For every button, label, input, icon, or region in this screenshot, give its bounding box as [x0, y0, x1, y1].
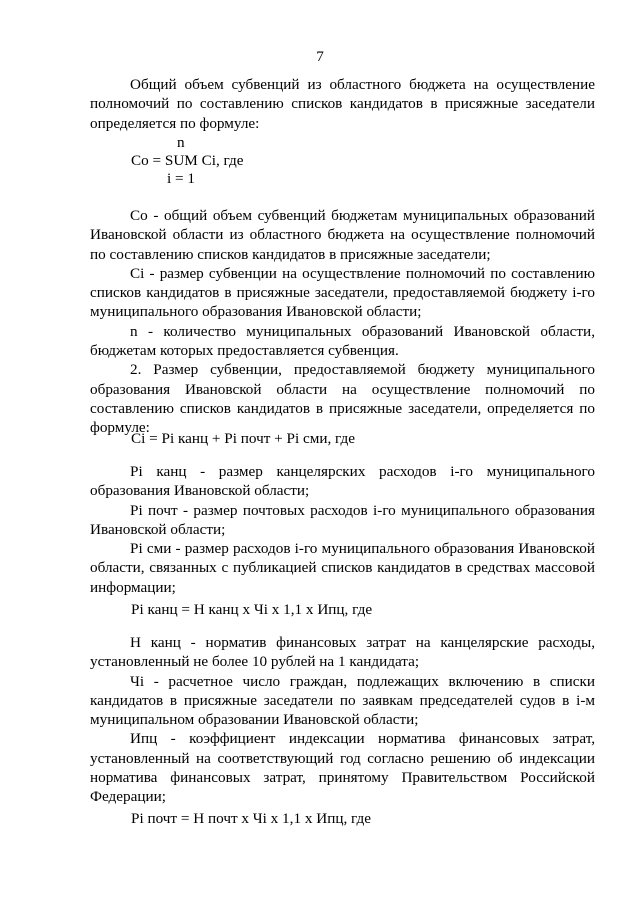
section-2-paragraph: 2. Размер субвенции, предоставляемой бюджету муниципального образования Ивановской области на осуществление полномочий по составлению списков кандидатов в присяжные заседатели, определяется по формуле:	[90, 361, 595, 437]
definitions-group-3	[90, 633, 595, 807]
formula-pi-kants: Pi канц = Н канц х Чi х 1,1 х Ипц, где	[131, 601, 373, 618]
intro-paragraph	[90, 75, 595, 133]
definitions-group-2	[90, 462, 595, 597]
definition-ipc: Ипц - коэффициент индексации норматива финансовых затрат, установленный на соответствующий год согласно решению об индексации норматива финансовых затрат, принятому Правительством Российской Федерации;	[90, 730, 595, 806]
definition-co: Co - общий объем субвенций бюджетам муниципальных образований Ивановской области из областного бюджета на осуществление полномочий по составлению списков кандидатов в присяжные заседатели;	[90, 207, 595, 263]
definition-pi-kants: Pi канц - размер канцелярских расходов i-го муниципального образования Ивановской области;	[90, 463, 595, 500]
formula-pi-pocht: Pi почт = Н почт х Чi х 1,1 х Ипц, где	[131, 810, 371, 827]
definitions-group-1	[90, 206, 595, 438]
formula-ci: Ci = Pi канц + Pi почт + Pi сми, где	[131, 430, 355, 447]
formula-sum-upper-limit: n	[177, 134, 185, 151]
formula-co: Co = SUM Ci, где	[131, 152, 244, 169]
page-number: 7	[316, 48, 324, 65]
definition-pi-smi: Pi сми - размер расходов i-го муниципального образования Ивановской области, связанных с публикацией списков кандидатов в средствах массовой информации;	[90, 540, 595, 596]
definition-n-kants: Н канц - норматив финансовых затрат на канцелярские расходы, установленный не более 10 рублей на 1 кандидата;	[90, 634, 595, 671]
definition-chi: Чi - расчетное число граждан, подлежащих включению в списки кандидатов в присяжные заседатели по заявкам председателей судов в i-м муниципальном образовании Ивановской области;	[90, 672, 595, 729]
definition-n: n - количество муниципальных образований Ивановской области, бюджетам которых предоставляется субвенция.	[90, 322, 595, 360]
definition-pi-pocht: Pi почт - размер почтовых расходов i-го муниципального образования Ивановской области;	[90, 501, 595, 538]
formula-sum-lower-limit: i = 1	[167, 170, 195, 187]
definition-ci: Ci - размер субвенции на осуществление полномочий по составлению списков кандидатов в присяжные заседатели, предоставляемой бюджету i-го муниципального образования Ивановской области;	[90, 264, 595, 321]
paragraph-text: Общий объем субвенций из областного бюджета на осуществление полномочий по составлению списков кандидатов в присяжные заседатели определяется по формуле:	[90, 76, 595, 132]
